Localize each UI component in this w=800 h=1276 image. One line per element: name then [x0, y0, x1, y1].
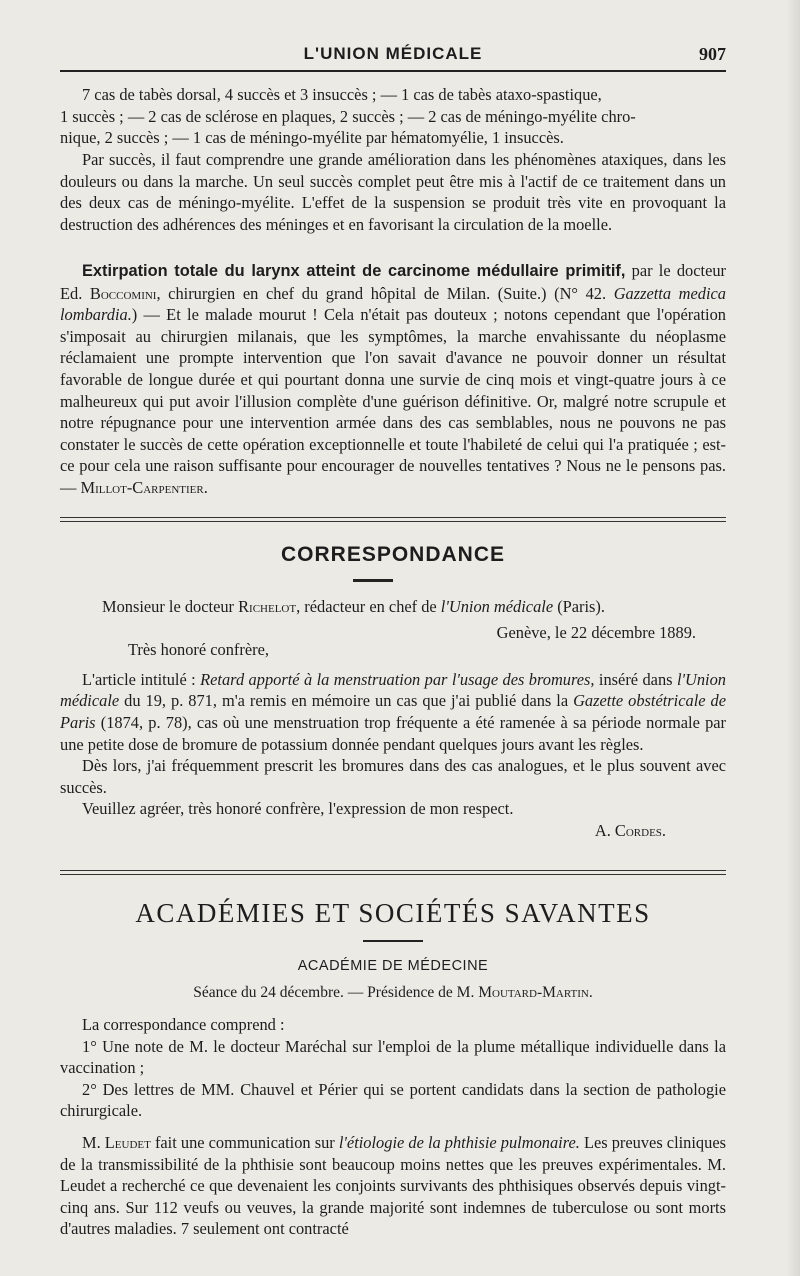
address-mid: , rédacteur en chef de	[296, 597, 441, 616]
article-heading: Extirpation totale du larynx atteint de carcinome médullaire primitif,	[82, 262, 626, 280]
title-underline	[353, 579, 393, 582]
p1-mid: inséré dans	[594, 669, 677, 689]
leudet-mid: fait une communication sur	[150, 1132, 339, 1152]
section-rule	[60, 870, 726, 871]
section-rule	[60, 517, 726, 518]
letter-paragraph	[60, 669, 726, 755]
leudet-prefix: M.	[82, 1132, 105, 1152]
author-prefix: par le docteur Ed.	[60, 261, 727, 303]
article-signature: Millot-Carpentier.	[80, 477, 208, 497]
tabes-results-paragraph	[60, 84, 726, 149]
letter-signature	[60, 820, 726, 842]
title-underline	[363, 940, 423, 942]
extirpation-article	[60, 260, 726, 499]
page-number: 907	[699, 44, 726, 64]
p1-article-title: Retard apporté à la menstruation par l'usage des bromures,	[200, 669, 595, 689]
leudet-body: Les preuves cliniques de la transmissibilité de la phthisie sont beaucoup moins nettes que les preuves expérimentales. M. Leudet a recherché ce que devenaient les conjoints survivants des phthisiques observés depuis vingt-cinq ans. Sur 112 veufs ou veuves, la grande majorité sont indemnes de tuberculose ou sont morts d'autres maladies. 7 seulement ont contracté	[60, 1132, 726, 1239]
address-name: Richelot	[238, 597, 297, 616]
seance-start: Séance du 24 décembre. — Présidence de M.	[193, 984, 479, 1001]
minutes-item: 1° Une note de M. le docteur Maréchal sur l'emploi de la plume métallique individuelle dans la vaccination ;	[60, 1036, 726, 1078]
article-body: ) — Et le malade mourut ! Cela n'était pas douteux ; notons cependant que l'opération s'imposait au chirurgien milanais, que les symptômes, la marche envahissante du néoplasme réclamaient une prompte intervention que l'on savait d'avance ne pouvoir donner un résultat favorable de longue durée et qui pourtant donna une survie de cinq mois et vingt-quatre jours à ce malheureux qui put avoir l'illusion complète d'une guérison définitive. Or, malgré notre scrupule et notre répugnance pour une intervention armée dans des cas semblables, nous ne pouvons ne pas constater le succès de cette opération exceptionnelle et toute l'habileté de celui qui l'a pratiquée ; est-ce pour cela une raison suffisante pour encourager de nouvelles tentatives ? Nous ne le pensons pas. —	[60, 305, 726, 497]
correspondance-title: CORRESPONDANCE	[280, 543, 506, 566]
text-line: 1 succès ; — 2 cas de sclérose en plaques, 2 succès ; — 2 cas de méningo-myélite chro-	[60, 106, 636, 126]
running-header	[60, 40, 726, 72]
text-line: nique, 2 succès ; — 1 cas de méningo-myélite par hématomyélie, 1 insuccès.	[60, 128, 564, 148]
success-definition-paragraph	[60, 149, 726, 235]
p1-end: (1874, p. 78), cas où une menstruation trop fréquente a été ramenée à sa période normale par une petite dose de bromure de potassium donnée pendant quelques jours avant les règles.	[60, 712, 726, 754]
text-line: 7 cas de tabès dorsal, 4 succès et 3 insuccès ; — 1 cas de tabès ataxo-spastique,	[82, 85, 602, 104]
leudet-communication	[60, 1132, 726, 1240]
address-prefix: Monsieur le docteur	[102, 597, 239, 616]
leudet-topic: l'étiologie de la phthisie pulmonaire.	[338, 1132, 580, 1152]
academies-title: ACADÉMIES ET SOCIÉTÉS SAVANTES	[135, 898, 651, 928]
section-rule	[60, 521, 726, 522]
letter-address	[60, 596, 726, 618]
letter-paragraph: Dès lors, j'ai fréquemment prescrit les bromures dans des cas analogues, et le plus souvent avec succès.	[60, 756, 726, 797]
address-suffix: (Paris).	[553, 597, 605, 616]
leudet-name: Leudet	[104, 1132, 151, 1152]
header-rule	[60, 70, 726, 72]
journal-title: L'UNION MÉDICALE	[303, 44, 483, 63]
p1-journal: l'Union médicale	[60, 669, 726, 711]
letter-salutation: Très honoré confrère,	[128, 640, 269, 660]
section-rule	[60, 874, 726, 875]
minutes-intro: La correspondance comprend :	[82, 1015, 285, 1034]
academie-subtitle: ACADÉMIE DE MÉDECINE	[297, 958, 489, 974]
author-name: Boccomini	[89, 283, 157, 303]
academie-minutes	[60, 1014, 726, 1240]
letter-place-date: Genève, le 22 décembre 1889.	[496, 622, 696, 642]
seance-line	[60, 984, 726, 1002]
minutes-item: 2° Des lettres de MM. Chauvel et Périer qui se portent candidats dans la section de pathologie chirurgicale.	[60, 1079, 726, 1121]
correspondance-letter	[60, 596, 726, 842]
p1-journal2: Gazette obstétricale de Paris	[60, 691, 726, 732]
page-edge-shadow	[786, 0, 800, 1276]
journal-name: Gazzetta medica lombardia.	[60, 283, 727, 325]
signature-text: A. Cordes.	[594, 820, 666, 840]
address-journal: l'Union médicale	[440, 597, 554, 616]
article-text	[60, 260, 726, 499]
body-start: , chirurgien en chef du grand hôpital de Milan. (Suite.) (N° 42.	[156, 283, 614, 303]
seance-president: Moutard-Martin.	[478, 984, 593, 1001]
p1-start: L'article intitulé :	[82, 669, 201, 689]
letter-closing: Veuillez agréer, très honoré confrère, l'expression de mon respect.	[82, 799, 514, 819]
paragraph-text: Par succès, il faut comprendre une grande amélioration dans les phénomènes ataxiques, dans les douleurs ou dans la marche. Un seul succès complet peut être mis à l'actif de ce traitement dans un des deux cas de méningo-myélite. L'effet de la suspension se produit très vite en provoquant la destruction des adhérences des méninges et en favorisant la circulation de la moelle.	[60, 150, 726, 234]
p1-mid2: du 19, p. 871, m'a remis en mémoire un cas que j'ai publié dans la	[119, 691, 574, 711]
